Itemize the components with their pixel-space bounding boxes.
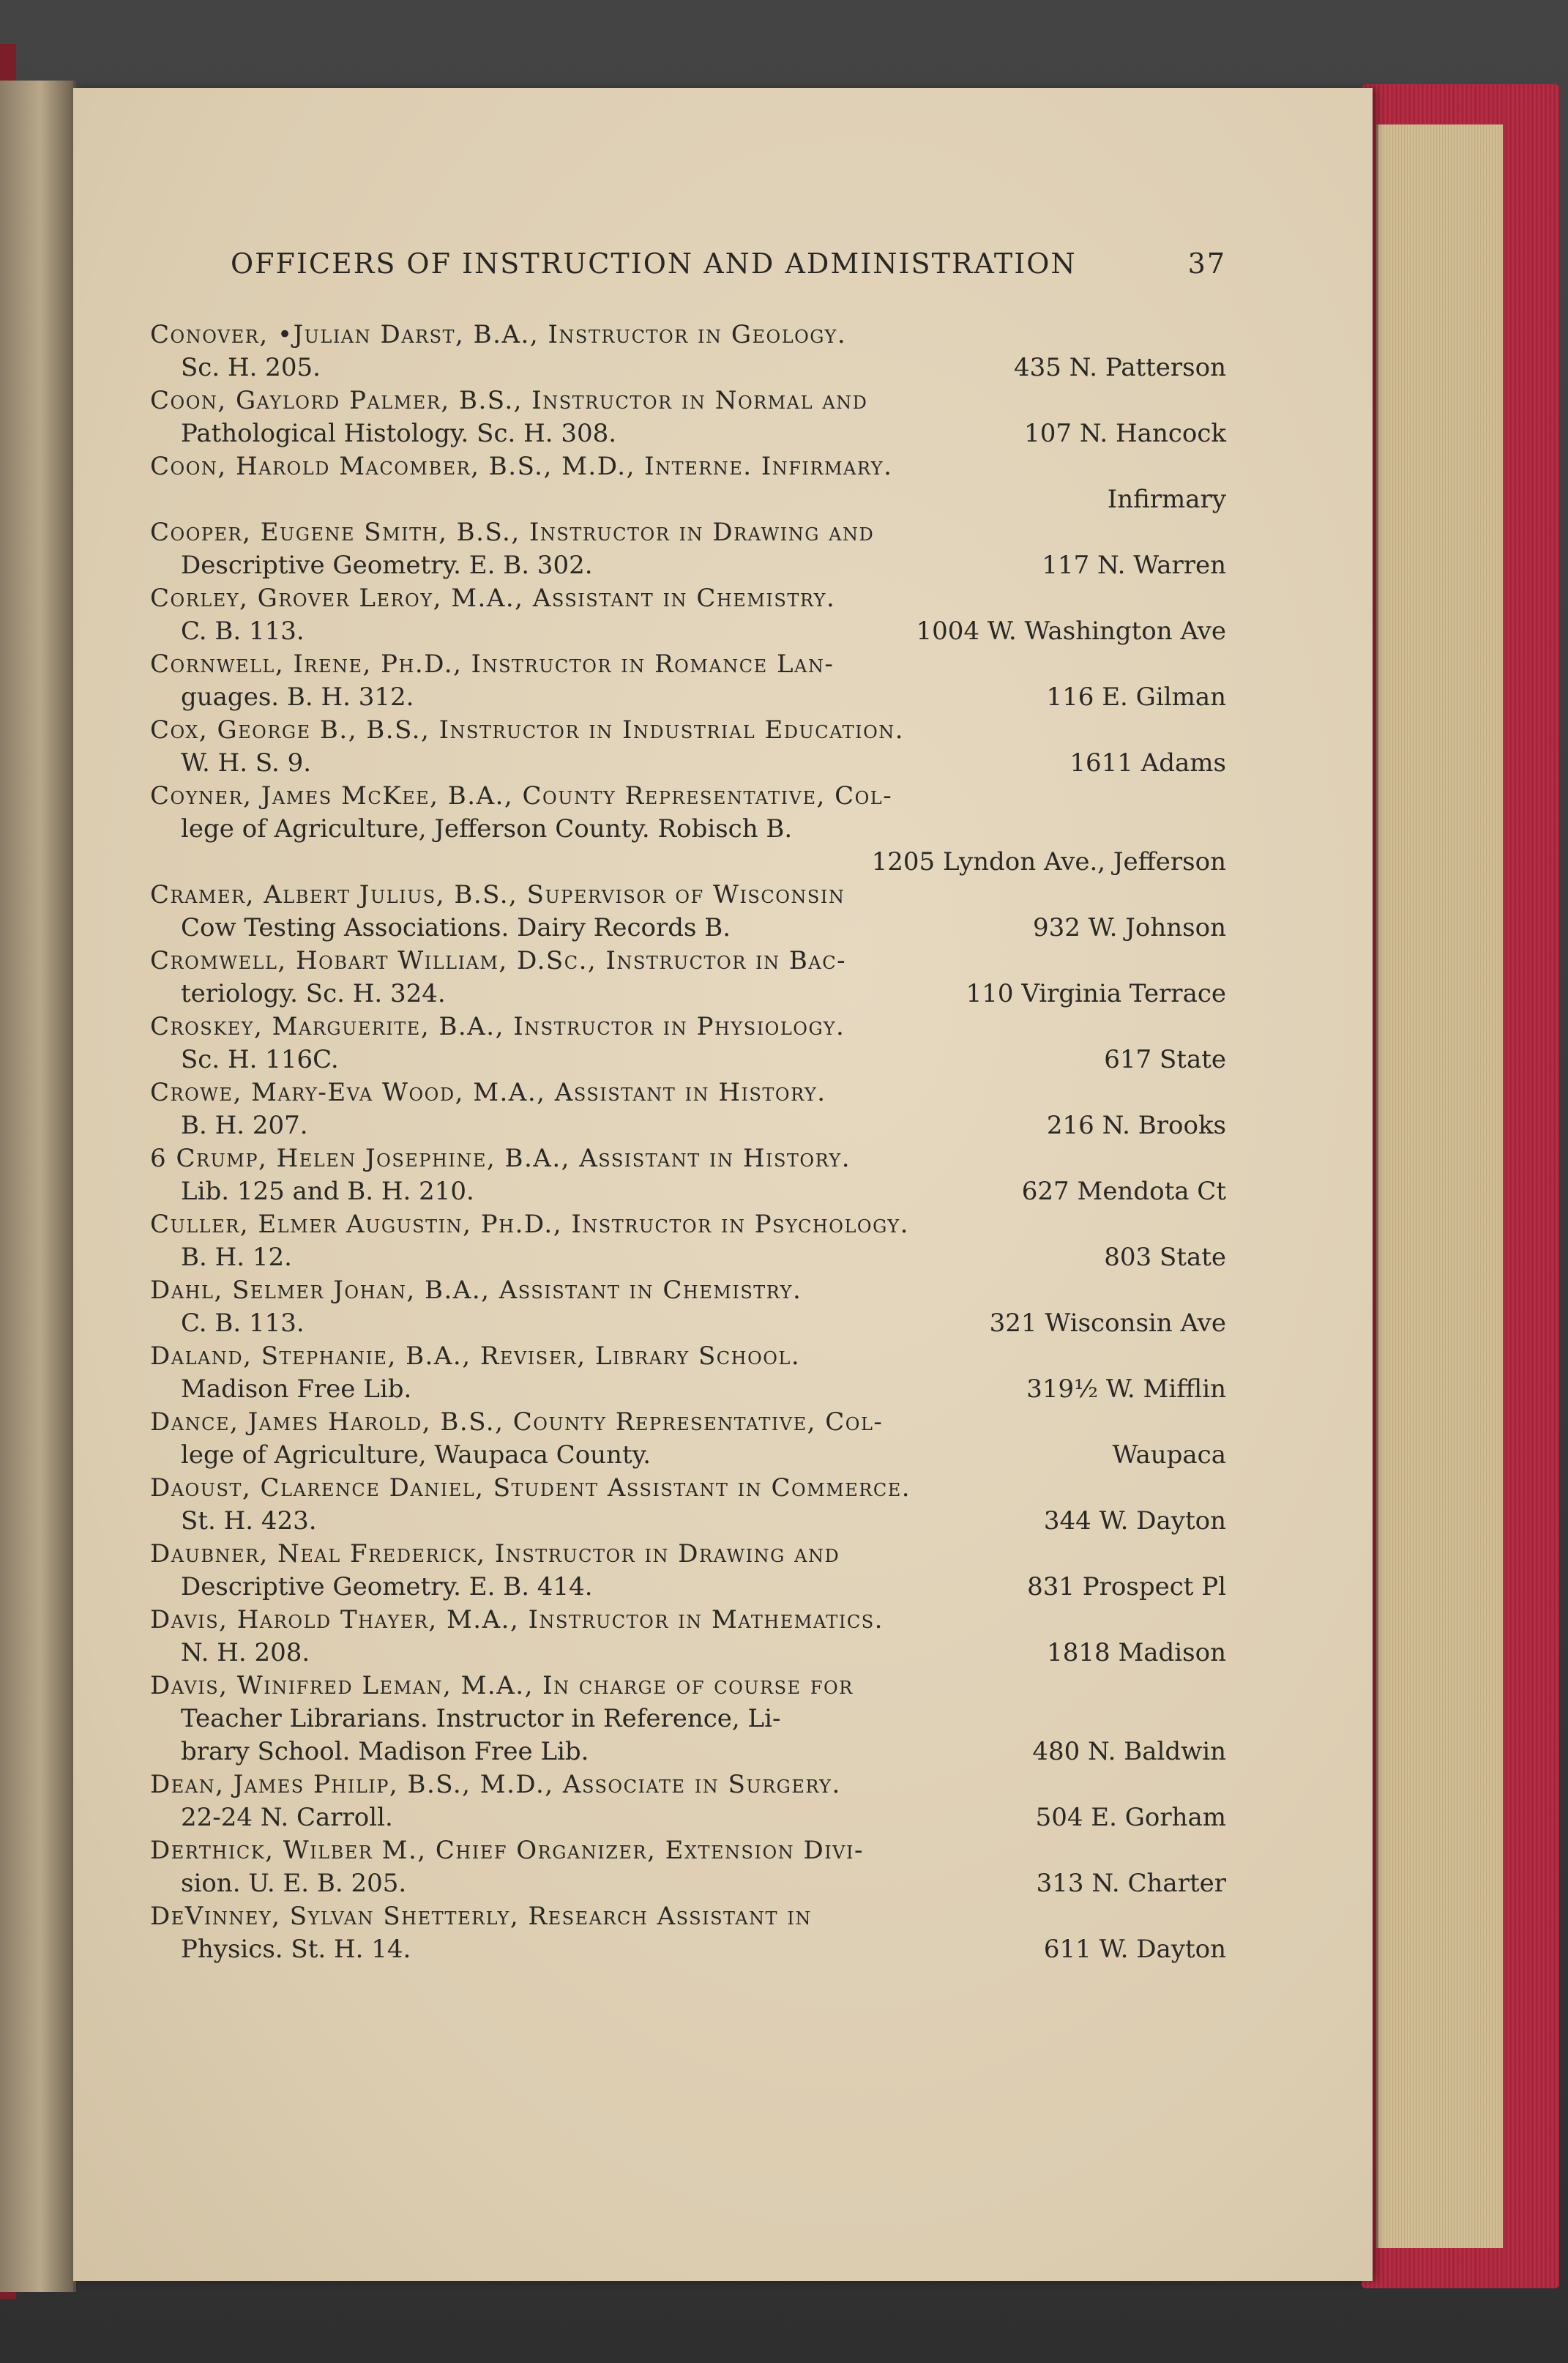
entry-name-title: DeVinney, Sylvan Shetterly, Research Assistant in [150,1902,812,1931]
entry-line [150,1142,1226,1175]
page-number: 37 [1187,248,1226,280]
entry-name-title: Croskey, Marguerite, B.A., Instructor in Physiology. [150,1012,845,1041]
entry-name-title: Derthick, Wilber M., Chief Organizer, Extension Divi- [150,1836,864,1865]
entry-line [150,1472,1226,1505]
directory-entry [150,1768,1226,1834]
entry-continuation: B. H. 207. [181,1111,308,1140]
entry-address: 321 Wisconsin Ave [989,1309,1226,1338]
entry-line [150,1538,1226,1571]
entry-line [150,1933,1226,1966]
entry-address: 110 Virginia Terrace [966,979,1226,1008]
entry-name-title: Corley, Grover Leroy, M.A., Assistant in Chemistry. [150,584,836,613]
entry-line [150,681,1226,714]
directory-entry [150,1142,1226,1208]
entry-continuation: W. H. S. 9. [181,748,312,778]
entry-continuation: C. B. 113. [181,617,305,646]
entry-line [150,1867,1226,1900]
entry-line [150,582,1226,615]
entry-name-title: Dance, James Harold, B.S., County Representative, Col- [150,1407,884,1437]
entry-name-title: Conover, •Julian Darst, B.A., Instructor in Geology. [150,320,847,349]
directory-entry [150,384,1226,450]
directory-entry [150,1340,1226,1406]
entry-line [150,978,1226,1011]
entry-line [150,549,1226,582]
entry-name-title: Coyner, James McKee, B.A., County Representative, Col- [150,781,893,811]
entry-name-title: Daoust, Clarence Daniel, Student Assistant in Commerce. [150,1473,911,1503]
entry-address: 313 N. Charter [1036,1869,1226,1898]
entry-line [150,1274,1226,1307]
entry-line [150,615,1226,648]
entry-line [150,1571,1226,1604]
entry-continuation: Cow Testing Associations. Dairy Records B. [181,913,731,942]
entry-line [150,879,1226,912]
page-header-title: OFFICERS OF INSTRUCTION AND ADMINISTRATION [231,248,1077,280]
page-edges [1376,124,1503,2248]
entry-name-title: Cromwell, Hobart William, D.Sc., Instructor in Bac- [150,946,847,975]
entry-address: 803 State [1104,1243,1226,1272]
entry-address: 1004 W. Washington Ave [916,617,1226,646]
entry-line [150,1373,1226,1406]
entry-name-title: Cornwell, Irene, Ph.D., Instructor in Romance Lan- [150,650,835,679]
directory-entry [150,1472,1226,1538]
entry-line [150,1109,1226,1142]
directory-entry [150,714,1226,780]
entry-line [150,1637,1226,1670]
entry-name-title: Cox, George B., B.S., Instructor in Industrial Education. [150,715,905,745]
entry-name-title: Davis, Winifred Leman, M.A., In charge of course for [150,1671,854,1700]
entry-continuation: Teacher Librarians. Instructor in Reference, Li- [181,1704,781,1733]
directory-entry [150,648,1226,714]
entry-continuation: Madison Free Lib. [181,1374,412,1404]
entry-line [150,1834,1226,1867]
entry-line [150,450,1226,483]
entry-continuation: teriology. Sc. H. 324. [181,979,446,1008]
entry-line [150,945,1226,978]
entry-line [150,1670,1226,1703]
entry-address: 1205 Lyndon Ave., Jefferson [871,847,1226,877]
entry-line [150,1735,1226,1768]
entry-name-title: Dean, James Philip, B.S., M.D., Associate in Surgery. [150,1770,841,1799]
entry-continuation: St. H. 423. [181,1506,317,1536]
entry-address: 319½ W. Mifflin [1026,1374,1226,1404]
directory-entry [150,1900,1226,1966]
running-header [231,242,1226,286]
entry-continuation: 22-24 N. Carroll. [181,1803,393,1832]
entry-name-title: Coon, Harold Macomber, B.S., M.D., Interne. Infirmary. [150,452,893,481]
entry-line [150,846,1226,879]
entry-address: 116 E. Gilman [1046,682,1226,712]
entry-address: 627 Mendota Ct [1021,1177,1226,1206]
entry-name-title: Coon, Gaylord Palmer, B.S., Instructor in Normal and [150,386,868,415]
entry-line [150,384,1226,417]
entry-line [150,417,1226,450]
entry-line [150,483,1226,516]
directory-entry [150,319,1226,384]
entry-continuation: sion. U. E. B. 205. [181,1869,407,1898]
entry-continuation: C. B. 113. [181,1309,305,1338]
entry-address: 117 N. Warren [1042,551,1226,580]
entry-continuation: Physics. St. H. 14. [181,1935,411,1964]
entry-address: Infirmary [1107,485,1226,514]
directory-entry [150,1670,1226,1768]
entry-address: 504 E. Gorham [1035,1803,1226,1832]
entry-line [150,516,1226,549]
directory-list [150,319,1226,1966]
entry-line [150,1043,1226,1076]
entry-address: 480 N. Baldwin [1032,1737,1226,1766]
directory-entry [150,1604,1226,1670]
entry-line [150,319,1226,351]
entry-name-title: Crowe, Mary-Eva Wood, M.A., Assistant in History. [150,1078,826,1107]
directory-entry [150,879,1226,945]
entry-line [150,1011,1226,1043]
entry-continuation: brary School. Madison Free Lib. [181,1737,589,1766]
entry-name-title: Culler, Elmer Augustin, Ph.D., Instructor in Psychology. [150,1210,909,1239]
entry-line [150,1439,1226,1472]
entry-address: 435 N. Patterson [1013,353,1226,382]
directory-entry [150,1011,1226,1076]
entry-address: 107 N. Hancock [1024,419,1226,448]
entry-name-title: Daubner, Neal Frederick, Instructor in Drawing and [150,1539,840,1568]
directory-entry [150,1538,1226,1604]
entry-continuation: lege of Agriculture, Waupaca County. [181,1440,652,1470]
entry-name-title: Davis, Harold Thayer, M.A., Instructor in Mathematics. [150,1605,884,1634]
directory-entry [150,1208,1226,1274]
entry-address: 344 W. Dayton [1043,1506,1226,1536]
entry-line [150,351,1226,384]
directory-entry [150,1406,1226,1472]
directory-entry [150,450,1226,516]
entry-address: 831 Prospect Pl [1027,1572,1226,1601]
entry-line [150,1801,1226,1834]
entry-continuation: Lib. 125 and B. H. 210. [181,1177,474,1206]
entry-continuation: B. H. 12. [181,1243,292,1272]
entry-line [150,714,1226,747]
entry-address: 611 W. Dayton [1043,1935,1226,1964]
entry-address: 932 W. Johnson [1032,913,1226,942]
entry-line [150,1505,1226,1538]
directory-entry [150,582,1226,648]
directory-entry [150,516,1226,582]
entry-name-title: Daland, Stephanie, B.A., Reviser, Library School. [150,1341,801,1371]
entry-address: 1818 Madison [1047,1638,1226,1667]
directory-entry [150,1274,1226,1340]
entry-name-title: Cramer, Albert Julius, B.S., Supervisor of Wisconsin [150,880,845,909]
entry-line [150,1900,1226,1933]
entry-address: 617 State [1104,1045,1226,1074]
entry-name-title: 6 Crump, Helen Josephine, B.A., Assistant in History. [150,1144,851,1173]
directory-entry [150,780,1226,879]
directory-entry [150,1076,1226,1142]
entry-address: Waupaca [1112,1440,1226,1470]
entry-line [150,1703,1226,1735]
entry-continuation: Descriptive Geometry. E. B. 302. [181,551,593,580]
entry-continuation: Pathological Histology. Sc. H. 308. [181,419,617,448]
entry-continuation: lege of Agriculture, Jefferson County. Robisch B. [181,814,793,844]
entry-continuation: Sc. H. 116C. [181,1045,339,1074]
entry-address: 216 N. Brooks [1046,1111,1226,1140]
entry-line [150,813,1226,846]
entry-name-title: Dahl, Selmer Johan, B.A., Assistant in Chemistry. [150,1276,802,1305]
entry-address: 1611 Adams [1069,748,1226,778]
entry-continuation: guages. B. H. 312. [181,682,414,712]
entry-line [150,1604,1226,1637]
directory-entry [150,1834,1226,1900]
entry-line [150,1768,1226,1801]
entry-continuation: Sc. H. 205. [181,353,321,382]
entry-line [150,1208,1226,1241]
entry-line [150,648,1226,681]
entry-line [150,780,1226,813]
left-page-edge [0,81,76,2292]
entry-name-title: Cooper, Eugene Smith, B.S., Instructor in Drawing and [150,518,875,547]
entry-continuation: N. H. 208. [181,1638,310,1667]
entry-line [150,1076,1226,1109]
entry-line [150,747,1226,780]
entry-line [150,1175,1226,1208]
entry-line [150,1406,1226,1439]
entry-line [150,1307,1226,1340]
entry-line [150,1241,1226,1274]
directory-entry [150,945,1226,1011]
entry-line [150,1340,1226,1373]
entry-continuation: Descriptive Geometry. E. B. 414. [181,1572,593,1601]
entry-line [150,912,1226,945]
